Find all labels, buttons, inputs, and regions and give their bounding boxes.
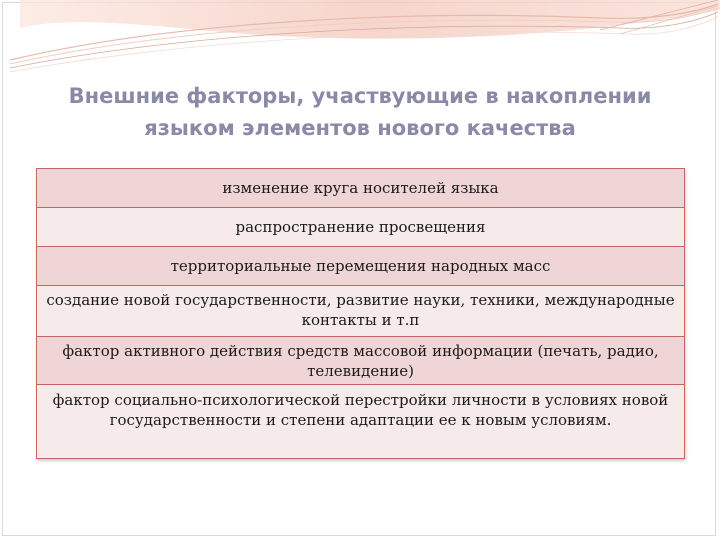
factors-table [36, 168, 685, 459]
factor-row: изменение круга носителей языка [37, 169, 684, 208]
slide-title [40, 80, 680, 144]
factor-row: создание новой государственности, развитие науки, техники, международные контакты и т.п [37, 286, 684, 337]
slide-title-line-1: Внешние факторы, участвующие в накоплении [68, 84, 652, 108]
factor-row: фактор активного действия средств массовой информации (печать, радио, телевидение) [37, 337, 684, 385]
slide-title-line-2: языком элементов нового качества [144, 116, 576, 140]
factor-row: территориальные перемещения народных масс [37, 247, 684, 286]
decorative-wave-banner [0, 0, 720, 90]
factor-row: фактор социально-психологической перестройки личности в условиях новой государственности и степени адаптации ее к новым условиям. [37, 385, 684, 458]
factor-row: распространение просвещения [37, 208, 684, 247]
